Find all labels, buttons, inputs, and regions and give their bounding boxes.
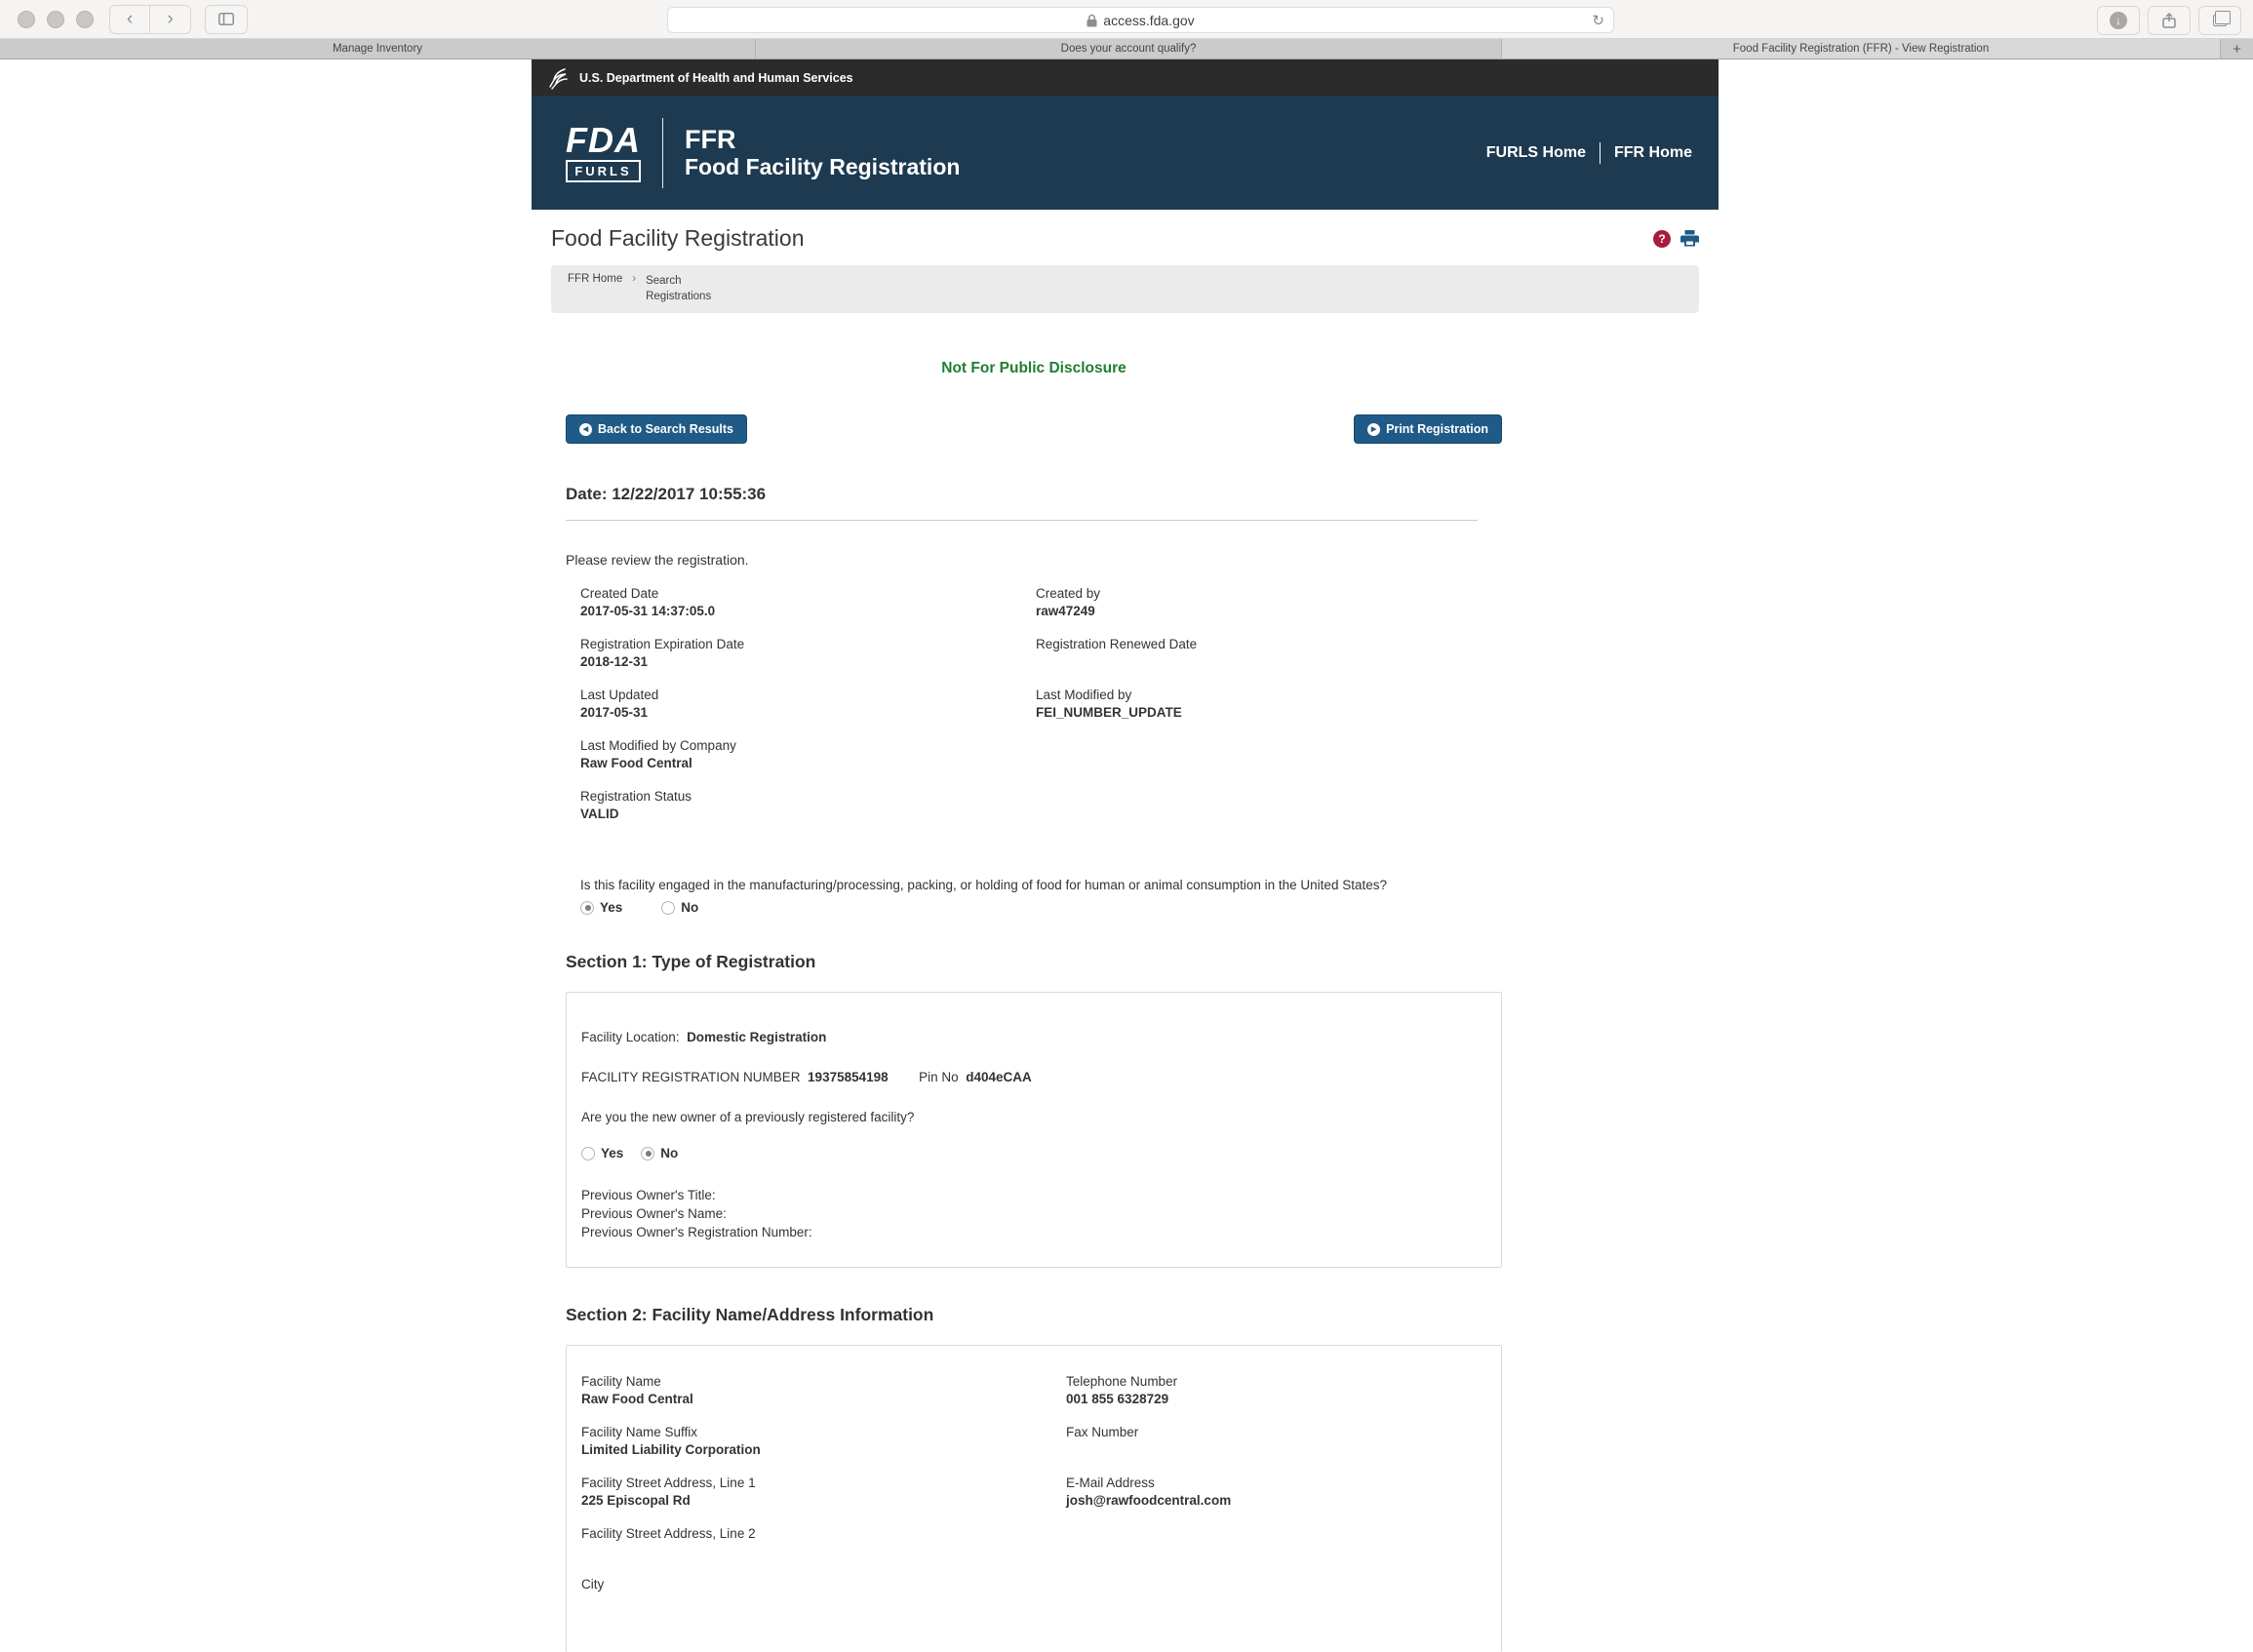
- window-controls: [18, 11, 94, 28]
- fax-number-field: Fax Number: [1066, 1425, 1139, 1439]
- facility-name-field: Facility Name Raw Food Central: [581, 1374, 693, 1406]
- arrow-left-circle-icon: ◀: [579, 423, 592, 436]
- telephone-number-field: Telephone Number 001 855 6328729: [1066, 1374, 1178, 1406]
- header-divider: [662, 118, 663, 188]
- registration-expiration-date-field: Registration Expiration Date 2018-12-31: [580, 637, 745, 669]
- sidebar-icon: [218, 13, 234, 25]
- section1-box: [566, 992, 1502, 1268]
- new-owner-no-label: No: [660, 1146, 679, 1160]
- registration-renewed-date-field: Registration Renewed Date: [1036, 637, 1198, 651]
- print-registration-button[interactable]: ▶ Print Registration: [1354, 414, 1502, 444]
- email-address-field: E-Mail Address josh@rawfoodcentral.com: [1066, 1475, 1232, 1508]
- street-address-line1-field: Facility Street Address, Line 1 225 Episcopal Rd: [581, 1475, 756, 1508]
- arrow-right-circle-icon: ▶: [1367, 423, 1380, 436]
- engagement-no-radio[interactable]: [661, 901, 675, 915]
- fda-furls-logo: FDA FURLS: [566, 124, 641, 182]
- minimize-window-button[interactable]: [47, 11, 64, 28]
- new-tab-button[interactable]: +: [2233, 40, 2241, 58]
- date-heading: Date: 12/22/2017 10:55:36: [566, 485, 767, 503]
- facility-registration-number-field: FACILITY REGISTRATION NUMBER 19375854198 Pin No d404eCAA: [581, 1070, 1032, 1084]
- tab-ffr-view-registration[interactable]: Food Facility Registration (FFR) - View Registration: [1502, 39, 2221, 59]
- section2-box: [566, 1345, 1502, 1652]
- app-title: FFR Food Facility Registration: [685, 125, 961, 179]
- facility-location-field: Facility Location: Domestic Registration: [581, 1030, 827, 1044]
- created-by-field: Created by raw47249: [1036, 586, 1101, 618]
- new-owner-no-radio[interactable]: [641, 1147, 654, 1160]
- back-button[interactable]: ‹: [109, 5, 150, 34]
- forward-button[interactable]: ›: [150, 5, 191, 34]
- download-icon: ↓: [2110, 12, 2127, 29]
- facility-name-suffix-field: Facility Name Suffix Limited Liability Corporation: [581, 1425, 761, 1457]
- breadcrumb-current: Search Registrations: [646, 275, 712, 302]
- created-date-field: Created Date 2017-05-31 14:37:05.0: [580, 586, 716, 618]
- nav-divider: [1600, 142, 1601, 164]
- breadcrumb: [551, 265, 1699, 313]
- print-icon[interactable]: [1680, 230, 1699, 247]
- tab-bar: [0, 39, 2253, 59]
- new-owner-yes-radio[interactable]: [581, 1147, 595, 1160]
- last-modified-by-field: Last Modified by FEI_NUMBER_UPDATE: [1036, 688, 1182, 720]
- city-field: City: [581, 1577, 605, 1592]
- hhs-banner-text: U.S. Department of Health and Human Services: [579, 70, 853, 85]
- last-updated-field: Last Updated 2017-05-31: [580, 688, 659, 720]
- back-to-search-results-button[interactable]: ◀ Back to Search Results: [566, 414, 747, 444]
- lock-icon: [1087, 14, 1097, 27]
- zoom-window-button[interactable]: [76, 11, 94, 28]
- engagement-yes-radio[interactable]: [580, 901, 594, 915]
- engagement-no-label: No: [681, 900, 699, 915]
- section2-heading: Section 2: Facility Name/Address Information: [566, 1305, 934, 1324]
- divider: [566, 520, 1478, 521]
- registration-status-field: Registration Status VALID: [580, 789, 692, 821]
- previous-owner-registration-number-label: Previous Owner's Registration Number:: [581, 1225, 812, 1239]
- nav-ffr-home-link[interactable]: FFR Home: [1614, 143, 1692, 161]
- section1-heading: Section 1: Type of Registration: [566, 952, 816, 971]
- tab-account-qualify[interactable]: Does your account qualify?: [756, 39, 1502, 59]
- street-address-line2-field: Facility Street Address, Line 2: [581, 1526, 756, 1541]
- registration-meta: [566, 585, 1502, 839]
- share-button[interactable]: [2148, 6, 2191, 35]
- new-owner-yes-label: Yes: [601, 1146, 624, 1160]
- hhs-banner: [532, 59, 1719, 96]
- nav-furls-home-link[interactable]: FURLS Home: [1485, 143, 1586, 161]
- engagement-yes-label: Yes: [600, 900, 623, 915]
- browser-toolbar: [0, 0, 2253, 39]
- tab-overview-icon: [2213, 15, 2227, 26]
- address-bar[interactable]: [667, 7, 1614, 33]
- help-icon[interactable]: ?: [1653, 230, 1671, 248]
- previous-owner-title-label: Previous Owner's Title:: [581, 1188, 716, 1202]
- downloads-button[interactable]: [2097, 6, 2140, 35]
- last-modified-by-company-field: Last Modified by Company Raw Food Central: [580, 738, 736, 770]
- close-window-button[interactable]: [18, 11, 35, 28]
- page-container: [532, 59, 1719, 1652]
- refresh-icon[interactable]: ↻: [1592, 12, 1604, 29]
- review-note: Please review the registration.: [566, 552, 749, 568]
- tab-manage-inventory[interactable]: Manage Inventory: [0, 39, 756, 59]
- previous-owner-name-label: Previous Owner's Name:: [581, 1206, 727, 1221]
- sidebar-toggle-button[interactable]: [205, 5, 248, 34]
- tab-overview-button[interactable]: [2198, 6, 2241, 35]
- hhs-eagle-icon: [545, 65, 571, 91]
- share-icon: [2162, 13, 2176, 28]
- breadcrumb-home-link[interactable]: FFR Home: [568, 273, 623, 285]
- site-header: [532, 96, 1719, 210]
- not-for-public-disclosure-notice: Not For Public Disclosure: [941, 360, 1126, 376]
- address-text: access.fda.gov: [1103, 12, 1195, 28]
- new-owner-question: Are you the new owner of a previously registered facility?: [581, 1110, 915, 1124]
- breadcrumb-separator-icon: ›: [632, 273, 637, 285]
- page-title: Food Facility Registration: [551, 225, 805, 251]
- engagement-question: Is this facility engaged in the manufacturing/processing, packing, or holding of food for human or animal consumption in the United States?: [580, 878, 1387, 892]
